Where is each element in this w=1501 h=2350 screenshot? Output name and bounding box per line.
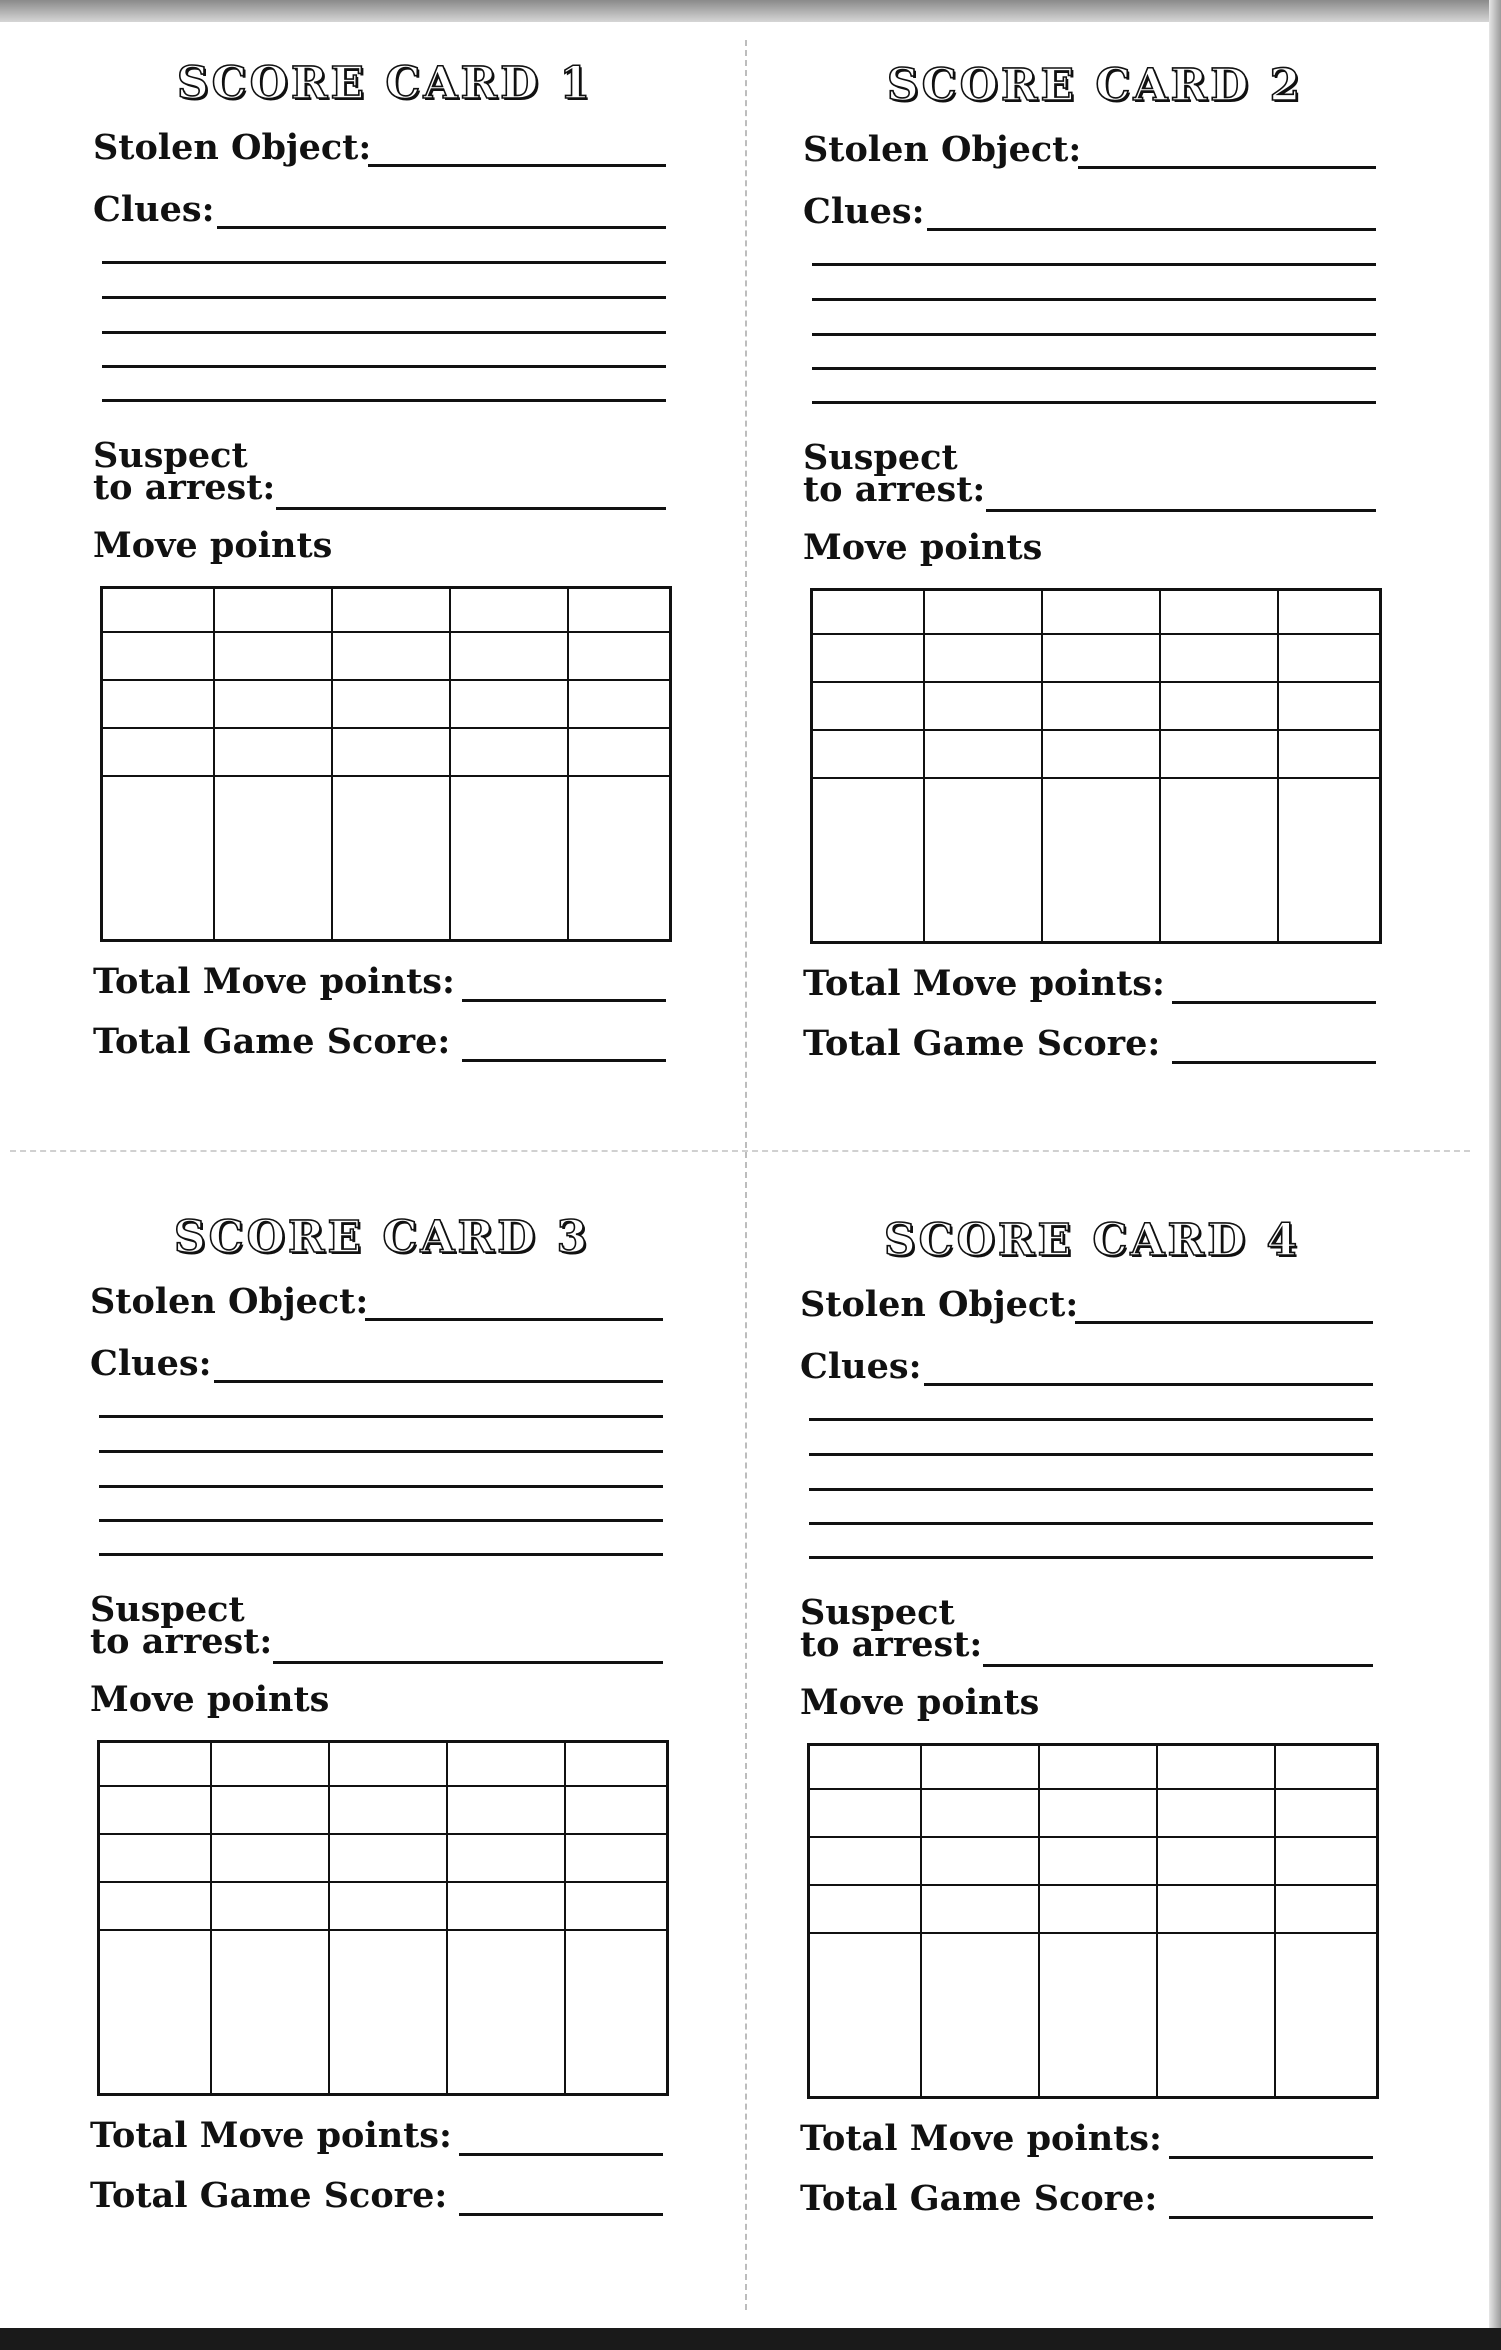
- move-points-cell[interactable]: [1043, 635, 1161, 683]
- total-game-score-label: Total Game Score:: [800, 2178, 1158, 2219]
- move-points-cell[interactable]: [1158, 1790, 1276, 1838]
- move-points-cell[interactable]: [103, 681, 215, 729]
- suspect-label-line2: to arrest:: [800, 1624, 983, 1665]
- move-points-cell[interactable]: [1040, 1838, 1158, 1886]
- clue-line[interactable]: [99, 1519, 663, 1522]
- move-points-cell[interactable]: [212, 1931, 330, 2093]
- clues-field[interactable]: [927, 228, 1376, 231]
- move-points-cell[interactable]: [1040, 1790, 1158, 1838]
- scan-edge-right: [1489, 0, 1501, 2350]
- suspect-field[interactable]: [983, 1664, 1373, 1667]
- clues-field[interactable]: [214, 1380, 663, 1383]
- suspect-label: [803, 437, 986, 510]
- move-points-cell[interactable]: [1279, 635, 1379, 683]
- move-points-cell[interactable]: [813, 683, 925, 731]
- move-points-grid: [807, 1743, 1379, 2099]
- move-points-cell[interactable]: [448, 1931, 566, 2093]
- total-game-score-field[interactable]: [1172, 1061, 1376, 1064]
- clue-line[interactable]: [102, 399, 666, 402]
- move-points-label: Move points: [803, 527, 1043, 568]
- move-points-grid: [100, 586, 672, 942]
- total-move-points-field[interactable]: [1169, 2156, 1373, 2159]
- suspect-label-line1: Suspect: [90, 1589, 245, 1630]
- suspect-label-line2: to arrest:: [90, 1621, 273, 1662]
- move-points-cell[interactable]: [1161, 635, 1279, 683]
- move-points-cell[interactable]: [922, 1838, 1040, 1886]
- stolen-object-field[interactable]: [1075, 1321, 1373, 1324]
- move-points-cell[interactable]: [1040, 1746, 1158, 1790]
- clues-label: Clues:: [803, 191, 925, 232]
- move-points-cell[interactable]: [100, 1743, 212, 1787]
- move-points-cell[interactable]: [810, 1746, 922, 1790]
- move-points-cell[interactable]: [1161, 779, 1279, 941]
- move-points-cell[interactable]: [330, 1835, 448, 1883]
- move-points-cell[interactable]: [451, 729, 569, 777]
- total-move-points-label: Total Move points:: [803, 963, 1165, 1004]
- move-points-cell[interactable]: [100, 1883, 212, 1931]
- clue-line[interactable]: [99, 1553, 663, 1556]
- move-points-cell[interactable]: [333, 729, 451, 777]
- clue-line[interactable]: [102, 365, 666, 368]
- score-card-2: [800, 60, 1390, 1100]
- stolen-object-field[interactable]: [368, 164, 666, 167]
- move-points-cell[interactable]: [333, 589, 451, 633]
- total-move-points-field[interactable]: [1172, 1001, 1376, 1004]
- suspect-field[interactable]: [276, 507, 666, 510]
- move-points-cell[interactable]: [566, 1883, 666, 1931]
- clue-line[interactable]: [812, 367, 1376, 370]
- move-points-cell[interactable]: [448, 1743, 566, 1787]
- total-game-score-field[interactable]: [459, 2213, 663, 2216]
- move-points-cell[interactable]: [813, 591, 925, 635]
- stolen-object-field[interactable]: [1078, 166, 1376, 169]
- move-points-cell[interactable]: [810, 1790, 922, 1838]
- move-points-cell[interactable]: [1276, 1886, 1376, 1934]
- move-points-cell[interactable]: [1279, 591, 1379, 635]
- move-points-cell[interactable]: [451, 777, 569, 939]
- move-points-cell[interactable]: [1043, 779, 1161, 941]
- clue-line[interactable]: [102, 261, 666, 264]
- move-points-cell[interactable]: [813, 635, 925, 683]
- move-points-cell[interactable]: [566, 1743, 666, 1787]
- clues-label: Clues:: [90, 1343, 212, 1384]
- score-card-4: [797, 1215, 1387, 2255]
- clue-line[interactable]: [812, 333, 1376, 336]
- move-points-cell[interactable]: [1158, 1838, 1276, 1886]
- move-points-cell[interactable]: [1161, 683, 1279, 731]
- clue-line[interactable]: [809, 1488, 1373, 1491]
- move-points-cell[interactable]: [103, 729, 215, 777]
- stolen-object-field[interactable]: [365, 1318, 663, 1321]
- move-points-cell[interactable]: [1276, 1934, 1376, 2096]
- move-points-cell[interactable]: [215, 589, 333, 633]
- move-points-cell[interactable]: [103, 777, 215, 939]
- clue-line[interactable]: [809, 1556, 1373, 1559]
- move-points-cell[interactable]: [212, 1787, 330, 1835]
- move-points-cell[interactable]: [215, 777, 333, 939]
- move-points-cell[interactable]: [448, 1883, 566, 1931]
- clues-label: Clues:: [93, 189, 215, 230]
- move-points-cell[interactable]: [1043, 731, 1161, 779]
- move-points-cell[interactable]: [569, 729, 669, 777]
- total-game-score-label: Total Game Score:: [803, 1023, 1161, 1064]
- score-card-1: [90, 58, 680, 1098]
- move-points-cell[interactable]: [215, 633, 333, 681]
- card-title: SCORE CARD 2: [886, 60, 1304, 111]
- move-points-cell[interactable]: [569, 681, 669, 729]
- suspect-field[interactable]: [986, 509, 1376, 512]
- move-points-cell[interactable]: [451, 681, 569, 729]
- suspect-label: [800, 1592, 983, 1665]
- move-points-cell[interactable]: [215, 681, 333, 729]
- total-game-score-field[interactable]: [1169, 2216, 1373, 2219]
- suspect-label: [90, 1589, 273, 1662]
- stolen-object-label: Stolen Object:: [803, 129, 1082, 170]
- move-points-cell[interactable]: [333, 777, 451, 939]
- stolen-object-label: Stolen Object:: [90, 1281, 369, 1322]
- suspect-label-line1: Suspect: [93, 435, 248, 476]
- clues-label: Clues:: [800, 1346, 922, 1387]
- clue-line[interactable]: [812, 298, 1376, 301]
- move-points-label: Move points: [800, 1682, 1040, 1723]
- move-points-cell[interactable]: [1279, 731, 1379, 779]
- move-points-cell[interactable]: [1276, 1838, 1376, 1886]
- move-points-cell[interactable]: [330, 1787, 448, 1835]
- move-points-cell[interactable]: [810, 1838, 922, 1886]
- move-points-cell[interactable]: [1276, 1790, 1376, 1838]
- stolen-object-label: Stolen Object:: [93, 127, 372, 168]
- move-points-cell[interactable]: [569, 633, 669, 681]
- move-points-cell[interactable]: [1279, 683, 1379, 731]
- move-points-grid: [810, 588, 1382, 944]
- total-move-points-label: Total Move points:: [90, 2115, 452, 2156]
- move-points-cell[interactable]: [569, 777, 669, 939]
- move-points-cell[interactable]: [922, 1886, 1040, 1934]
- move-points-cell[interactable]: [212, 1743, 330, 1787]
- move-points-cell[interactable]: [1043, 683, 1161, 731]
- suspect-label-line2: to arrest:: [93, 467, 276, 508]
- total-game-score-field[interactable]: [462, 1059, 666, 1062]
- scan-edge-top: [0, 0, 1501, 22]
- move-points-cell[interactable]: [922, 1790, 1040, 1838]
- clue-line[interactable]: [99, 1415, 663, 1418]
- clue-line[interactable]: [102, 296, 666, 299]
- move-points-cell[interactable]: [451, 589, 569, 633]
- move-points-cell[interactable]: [330, 1743, 448, 1787]
- move-points-cell[interactable]: [100, 1787, 212, 1835]
- move-points-cell[interactable]: [566, 1931, 666, 2093]
- move-points-cell[interactable]: [1158, 1934, 1276, 2096]
- move-points-cell[interactable]: [813, 731, 925, 779]
- total-move-points-label: Total Move points:: [800, 2118, 1162, 2159]
- move-points-cell[interactable]: [925, 591, 1043, 635]
- move-points-cell[interactable]: [333, 633, 451, 681]
- total-move-points-label: Total Move points:: [93, 961, 455, 1002]
- clue-line[interactable]: [809, 1418, 1373, 1421]
- move-points-cell[interactable]: [1040, 1886, 1158, 1934]
- move-points-cell[interactable]: [100, 1835, 212, 1883]
- clues-field[interactable]: [924, 1383, 1373, 1386]
- clue-line[interactable]: [99, 1485, 663, 1488]
- clue-line[interactable]: [99, 1450, 663, 1453]
- move-points-cell[interactable]: [925, 683, 1043, 731]
- clue-line[interactable]: [809, 1522, 1373, 1525]
- move-points-cell[interactable]: [810, 1934, 922, 2096]
- move-points-cell[interactable]: [1158, 1886, 1276, 1934]
- move-points-cell[interactable]: [215, 729, 333, 777]
- total-game-score-label: Total Game Score:: [93, 1021, 451, 1062]
- clue-line[interactable]: [812, 263, 1376, 266]
- move-points-cell[interactable]: [103, 589, 215, 633]
- move-points-cell[interactable]: [330, 1883, 448, 1931]
- move-points-cell[interactable]: [1161, 591, 1279, 635]
- move-points-cell[interactable]: [569, 589, 669, 633]
- move-points-cell[interactable]: [1276, 1746, 1376, 1790]
- move-points-cell[interactable]: [333, 681, 451, 729]
- scan-edge-bottom: [0, 2328, 1501, 2350]
- score-card-3: [87, 1212, 677, 2252]
- move-points-cell[interactable]: [451, 633, 569, 681]
- move-points-cell[interactable]: [922, 1934, 1040, 2096]
- move-points-cell[interactable]: [103, 633, 215, 681]
- suspect-label: [93, 435, 276, 508]
- move-points-cell[interactable]: [1161, 731, 1279, 779]
- clue-line[interactable]: [102, 331, 666, 334]
- suspect-label-line2: to arrest:: [803, 469, 986, 510]
- move-points-cell[interactable]: [925, 731, 1043, 779]
- move-points-cell[interactable]: [1158, 1746, 1276, 1790]
- total-game-score-label: Total Game Score:: [90, 2175, 448, 2216]
- clue-line[interactable]: [809, 1453, 1373, 1456]
- move-points-grid: [97, 1740, 669, 2096]
- card-title: SCORE CARD 3: [173, 1212, 591, 1263]
- move-points-cell[interactable]: [925, 779, 1043, 941]
- move-points-cell[interactable]: [1040, 1934, 1158, 2096]
- card-title: SCORE CARD 4: [883, 1215, 1301, 1266]
- move-points-cell[interactable]: [448, 1787, 566, 1835]
- move-points-cell[interactable]: [100, 1931, 212, 2093]
- move-points-label: Move points: [93, 525, 333, 566]
- clue-line[interactable]: [812, 401, 1376, 404]
- suspect-field[interactable]: [273, 1661, 663, 1664]
- cut-line-vertical: [745, 40, 747, 2310]
- total-move-points-field[interactable]: [462, 999, 666, 1002]
- total-move-points-field[interactable]: [459, 2153, 663, 2156]
- suspect-label-line1: Suspect: [803, 437, 958, 478]
- move-points-cell[interactable]: [922, 1746, 1040, 1790]
- move-points-cell[interactable]: [1043, 591, 1161, 635]
- move-points-cell[interactable]: [212, 1835, 330, 1883]
- move-points-cell[interactable]: [212, 1883, 330, 1931]
- suspect-label-line1: Suspect: [800, 1592, 955, 1633]
- cut-line-horizontal: [10, 1150, 1470, 1152]
- move-points-cell[interactable]: [925, 635, 1043, 683]
- move-points-cell[interactable]: [1279, 779, 1379, 941]
- move-points-label: Move points: [90, 1679, 330, 1720]
- clues-field[interactable]: [217, 226, 666, 229]
- move-points-cell[interactable]: [566, 1787, 666, 1835]
- move-points-cell[interactable]: [330, 1931, 448, 2093]
- move-points-cell[interactable]: [810, 1886, 922, 1934]
- move-points-cell[interactable]: [448, 1835, 566, 1883]
- move-points-cell[interactable]: [813, 779, 925, 941]
- stolen-object-label: Stolen Object:: [800, 1284, 1079, 1325]
- move-points-cell[interactable]: [566, 1835, 666, 1883]
- card-title: SCORE CARD 1: [176, 58, 594, 109]
